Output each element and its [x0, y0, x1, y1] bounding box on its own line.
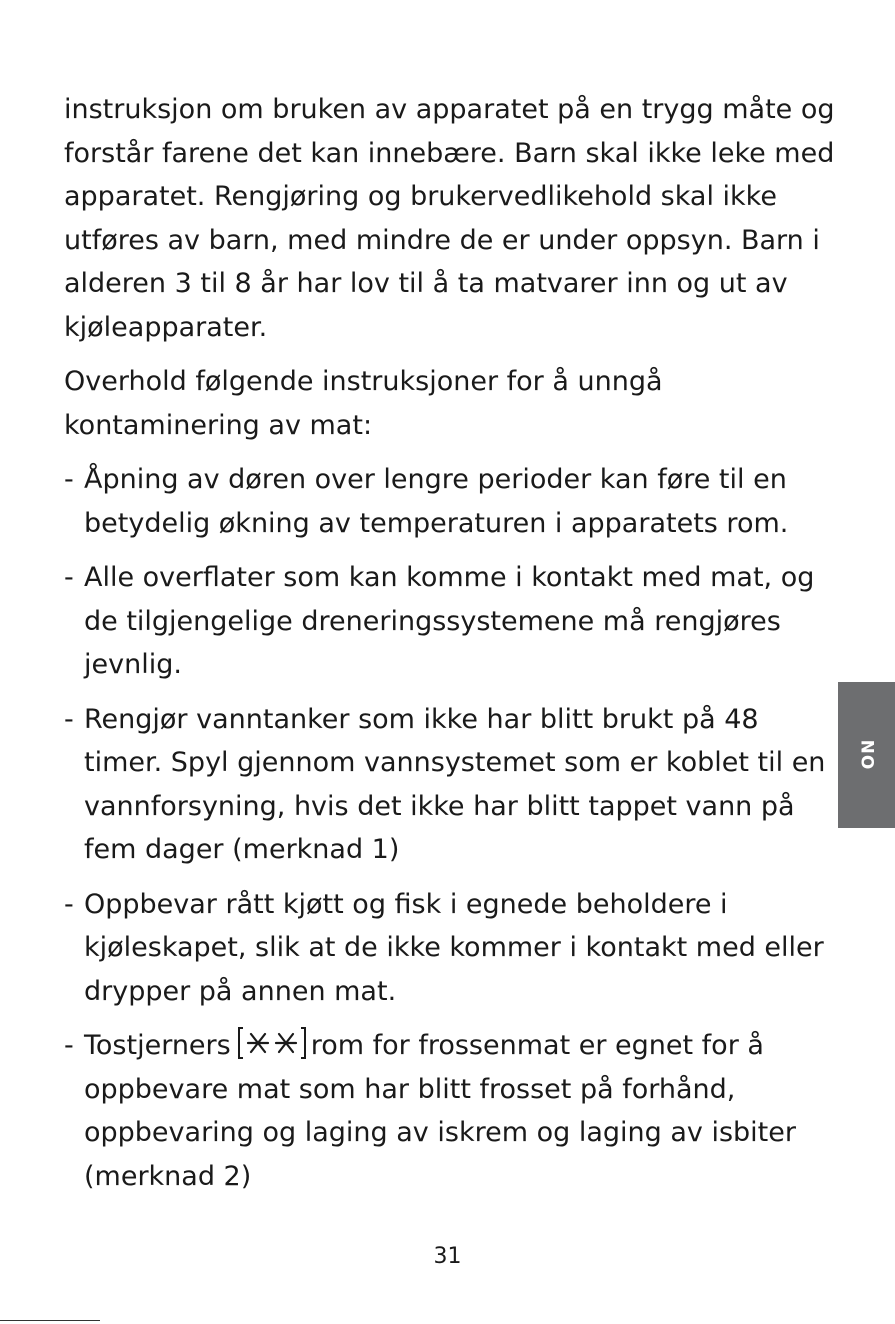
instructions-heading-paragraph: Overhold følgende instruksjoner for å unngå kontaminering av mat: — [64, 366, 663, 441]
list-item — [64, 883, 839, 1014]
list-item-text: Oppbevar rått kjøtt og fisk i egnede beholdere i kjøleskapet, slik at de ikke kommer i kontakt med eller drypper på annen mat. — [84, 888, 824, 1007]
document-body — [64, 88, 839, 1209]
list-item-text: Alle overflater som kan komme i kontakt med mat, og de tilgjengelige dreneringssystemene må rengjøres jevnlig. — [84, 562, 815, 680]
list-bullet: - — [64, 464, 74, 495]
language-tab-label: NO — [856, 739, 877, 771]
two-star-freezer-icon — [237, 1025, 307, 1061]
list-bullet: - — [64, 703, 74, 735]
list-bullet: - — [64, 562, 74, 593]
list-item-text: Rengjør vanntanker som ikke har blitt brukt på 48 timer. Spyl gjennom vannsystemet som er koblet til en vannforsyning, hvis det ikke har blitt tappet vann på fem dager (merknad 1) — [84, 703, 826, 865]
list-item — [64, 698, 839, 872]
list-item-text-before-icon: Tostjerners — [84, 1030, 231, 1061]
language-tab — [838, 682, 895, 828]
list-item — [64, 1024, 839, 1198]
intro-paragraph: instruksjon om bruken av apparatet på en trygg måte og forstår farene det kan innebære. Barn skal ikke leke med apparatet. Rengjøring og brukervedlikehold skal ikke utføres av barn, med mindre de er under oppsyn. Barn i alderen 3 til 8 år har lov til å ta matvarer inn og ut av kjøleapparater. — [64, 94, 835, 343]
list-bullet: - — [64, 888, 74, 920]
instruction-list — [64, 458, 839, 1198]
list-item-text: Åpning av døren over lengre perioder kan føre til en betydelig økning av temperaturen i apparatets rom. — [84, 464, 789, 539]
page-number: 31 — [433, 1244, 462, 1269]
list-bullet: - — [64, 1030, 74, 1061]
list-item — [64, 458, 839, 545]
list-item — [64, 556, 839, 687]
list-item-text-after-icon: rom for frossenmat er egnet for å oppbevare mat som har blitt frosset på forhånd, oppbevaring og laging av iskrem og laging av isbiter (merknad 2) — [84, 1030, 796, 1192]
footer-rule — [0, 1320, 100, 1321]
